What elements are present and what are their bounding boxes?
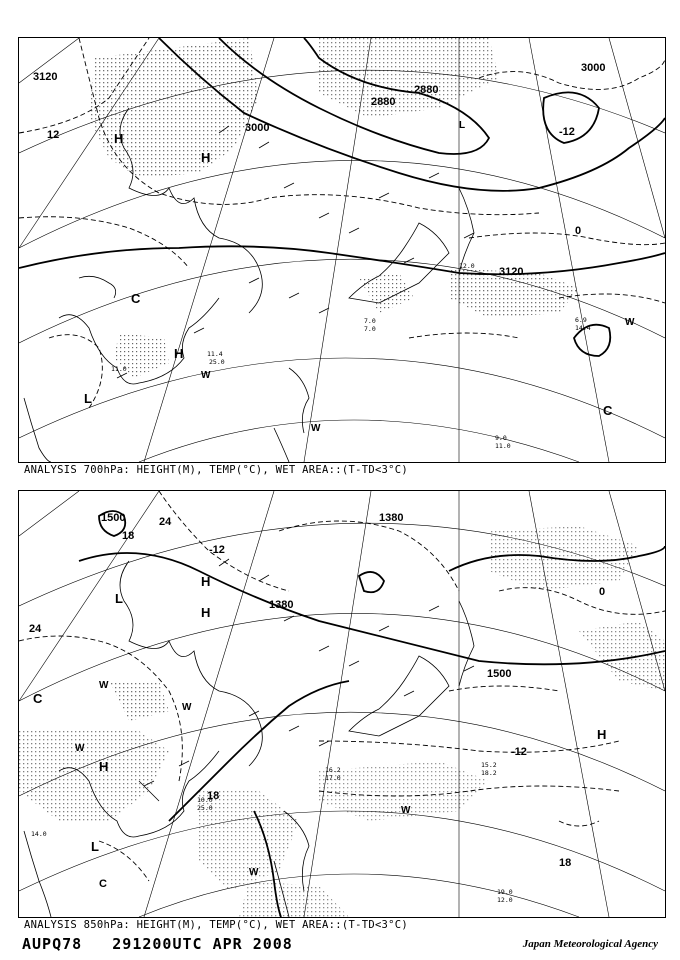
station-value: 14.4 [575,324,591,332]
contour-label: 3120 [33,71,58,83]
contour-label: 24 [159,516,172,528]
bulletin-code: AUPQ78 [22,935,83,953]
chart-850hpa-caption: ANALYSIS 850hPa: HEIGHT(M), TEMP(°C), WET AREA::(T-TD<3°C) [24,919,409,931]
pressure-center-label: H [174,346,184,361]
chart-700hpa-map [19,38,665,462]
station-value: 11.0 [111,365,127,373]
contour-label: -12 [559,126,575,138]
pressure-center-label: L [84,391,92,406]
pressure-center-label: C [131,291,141,306]
station-marks [144,559,474,786]
station-value: 19.0 [497,888,513,896]
contour-label: 0 [599,586,606,598]
station-value: 18.2 [481,769,497,777]
pressure-center-label: W [75,743,85,754]
contour-label: 24 [29,623,42,635]
contour-label: 18 [559,857,572,869]
chart-700hpa-caption: ANALYSIS 700hPa: HEIGHT(M), TEMP(°C), WET AREA::(T-TD<3°C) [24,464,409,476]
pressure-center-label: C [603,403,613,418]
station-value: 14.0 [31,830,47,838]
coastlines [24,108,474,462]
contour-label: 2880 [371,96,396,108]
pressure-center-label: H [201,150,211,165]
station-value: 25.0 [197,804,213,812]
pressure-center-label: H [201,605,211,620]
pressure-center-label: L [91,839,99,854]
bulletin-header [22,935,293,953]
pressure-center-label: H [99,759,109,774]
station-value: 11.0 [495,442,511,450]
contour-label: 3000 [581,62,606,74]
contour-label: 2880 [414,84,439,96]
station-value: 17.0 [325,774,341,782]
station-value: 25.0 [209,358,225,366]
pressure-center-label: W [182,702,192,713]
contour-label: 12 [47,129,60,141]
chart-850hpa [18,490,666,918]
station-value: 6.9 [575,316,587,324]
chart-700hpa [18,37,666,463]
pressure-center-label: W [99,680,109,691]
contour-label: 1380 [269,599,294,611]
pressure-center-label: W [625,317,635,328]
contour-label: 18 [122,530,135,542]
contour-label: -12 [511,746,527,758]
pressure-center-label: C [99,878,107,890]
pressure-center-label: W [249,867,259,878]
contour-label: 3000 [245,122,270,134]
contour-label: 0 [575,225,582,237]
station-value: 16.2 [325,766,341,774]
contour-label: 18 [207,790,220,802]
station-value: 7.0 [364,317,376,325]
chart-850hpa-map [19,491,665,917]
station-value: 11.4 [207,350,223,358]
contour-label: -12 [209,544,225,556]
pressure-center-label: H [597,727,607,742]
pressure-center-label: L [115,591,123,606]
pressure-center-label: H [114,131,124,146]
pressure-center-label: W [401,805,411,816]
pressure-center-label: L [459,120,466,131]
agency-credit: Japan Meteorological Agency [522,938,658,950]
station-value: 9.0 [495,434,507,442]
analysis-datetime: 291200UTC APR 2008 [112,935,293,953]
contour-label: 3120 [499,266,524,278]
pressure-center-label: C [33,691,43,706]
pressure-center-label: W [201,370,211,381]
contour-label: 1380 [379,512,404,524]
station-value: 12.0 [497,896,513,904]
station-value: 15.2 [481,761,497,769]
station-value: 10.0 [197,796,213,804]
pressure-center-label: H [201,574,211,589]
contour-label: 1500 [101,512,126,524]
station-value: 12.0 [459,262,475,270]
pressure-center-label: W [311,423,321,434]
contour-label: 1500 [487,668,512,680]
station-value: 7.0 [364,325,376,333]
